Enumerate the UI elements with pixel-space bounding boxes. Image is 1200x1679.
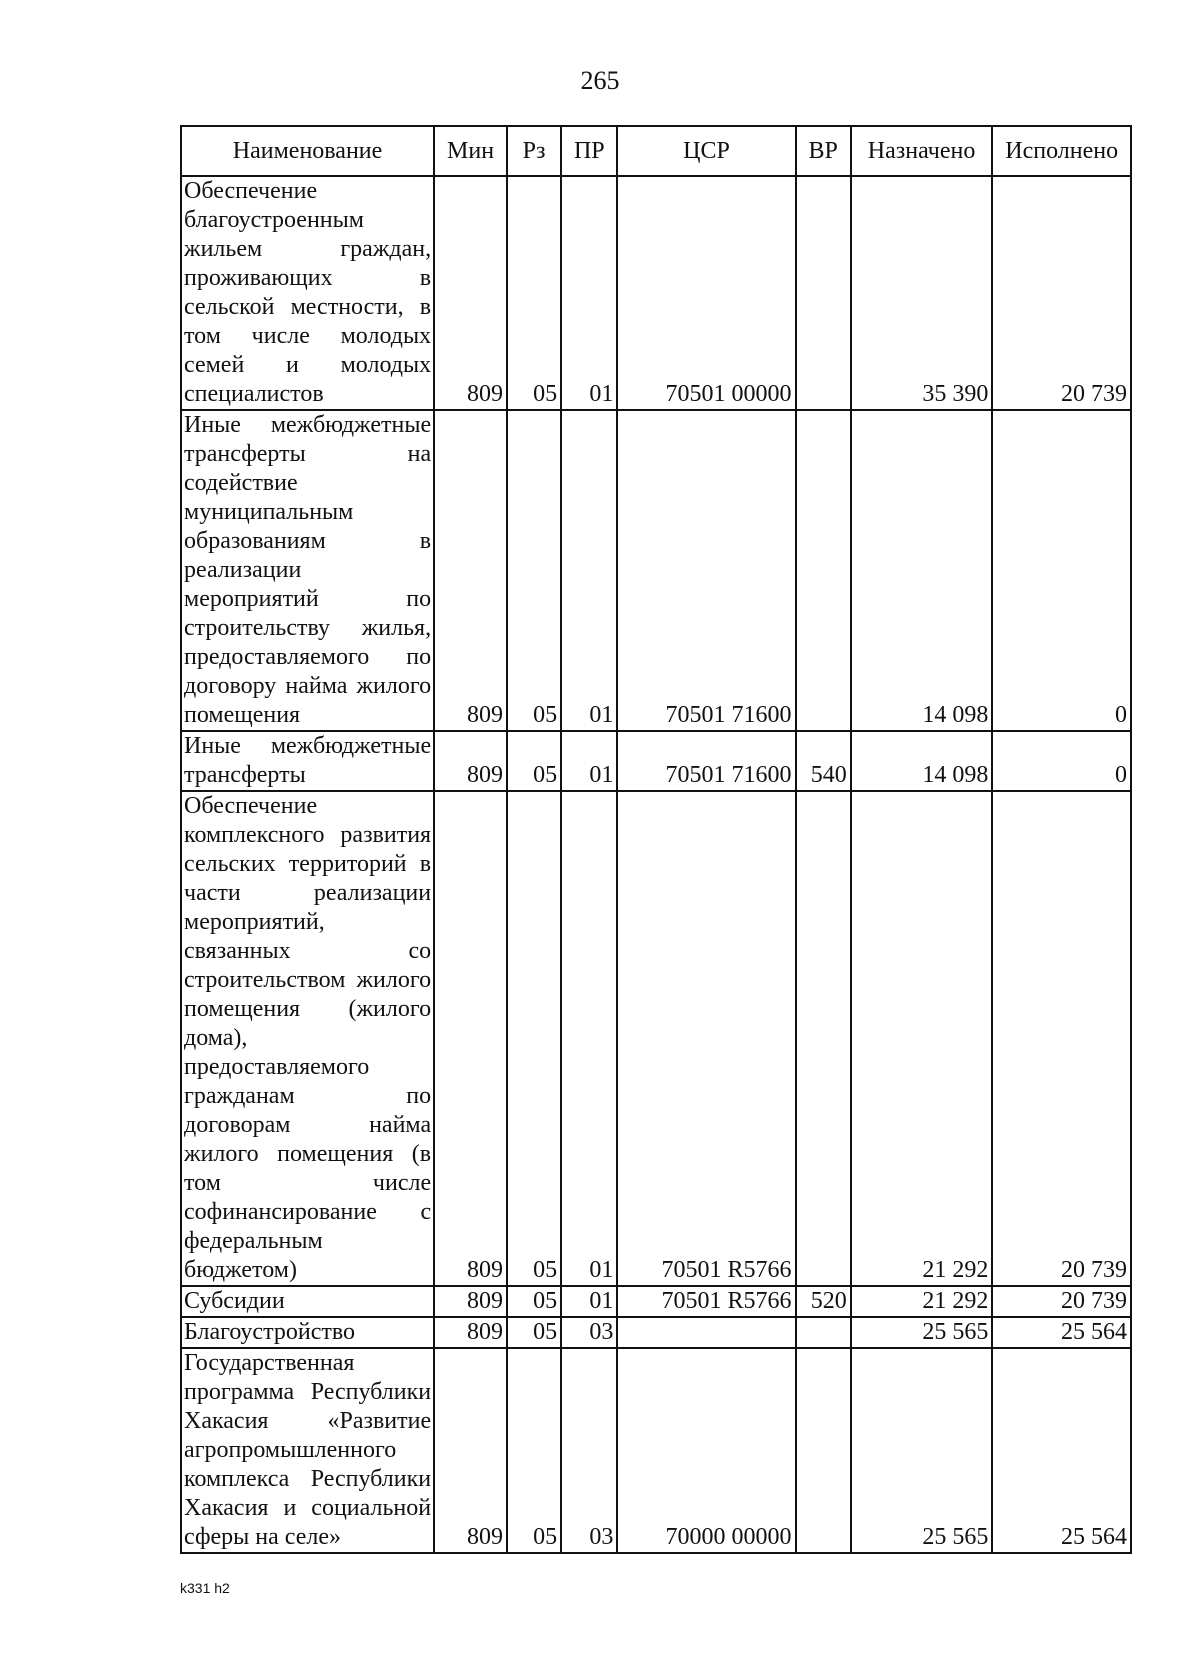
row-rz: 05 [507,791,561,1286]
row-executed: 20 739 [992,791,1131,1286]
row-pr: 01 [561,791,617,1286]
row-min: 809 [434,1286,507,1317]
row-rz: 05 [507,731,561,791]
row-assigned: 14 098 [851,731,993,791]
row-min: 809 [434,410,507,731]
row-name: Иные межбюджетные трансферты на содействие муниципальным образованиям в реализации мероприятий по строительству жилья, предоставляемого по договору найма жилого помещения [181,410,434,731]
col-header-name: Наименование [181,126,434,176]
row-executed: 0 [992,410,1131,731]
row-csr: 70501 71600 [617,731,795,791]
col-header-min: Мин [434,126,507,176]
row-vr [796,1317,851,1348]
row-vr [796,176,851,410]
col-header-vr: ВР [796,126,851,176]
row-assigned: 21 292 [851,791,993,1286]
row-csr: 70501 R5766 [617,791,795,1286]
table-row [181,731,1131,791]
row-assigned: 25 565 [851,1348,993,1553]
row-vr: 520 [796,1286,851,1317]
row-csr [617,1317,795,1348]
row-pr: 01 [561,1286,617,1317]
col-header-executed: Исполнено [992,126,1131,176]
row-executed: 0 [992,731,1131,791]
budget-table [180,125,1132,1554]
row-name: Иные межбюджетные трансферты [181,731,434,791]
footer-code: k331 h2 [180,1580,230,1596]
table-row [181,410,1131,731]
row-name: Благоустройство [181,1317,434,1348]
col-header-rz: Рз [507,126,561,176]
row-name: Субсидии [181,1286,434,1317]
row-vr [796,791,851,1286]
row-assigned: 25 565 [851,1317,993,1348]
row-rz: 05 [507,1348,561,1553]
row-csr: 70501 00000 [617,176,795,410]
row-min: 809 [434,791,507,1286]
row-min: 809 [434,1317,507,1348]
table-row [181,1286,1131,1317]
row-assigned: 21 292 [851,1286,993,1317]
table-row [181,1348,1131,1553]
row-pr: 03 [561,1348,617,1553]
row-executed: 25 564 [992,1348,1131,1553]
row-name: Государственная программа Республики Хакасия «Развитие агропромышленного комплекса Республики Хакасия и социальной сферы на селе» [181,1348,434,1553]
col-header-assigned: Назначено [851,126,993,176]
table-header-row [181,126,1131,176]
row-vr: 540 [796,731,851,791]
row-csr: 70501 71600 [617,410,795,731]
row-rz: 05 [507,1317,561,1348]
row-executed: 25 564 [992,1317,1131,1348]
row-vr [796,1348,851,1553]
row-pr: 01 [561,176,617,410]
row-name: Обеспечение благоустроенным жильем граждан, проживающих в сельской местности, в том числе молодых семей и молодых специалистов [181,176,434,410]
row-pr: 03 [561,1317,617,1348]
page-number: 265 [580,66,620,95]
row-rz: 05 [507,410,561,731]
table-row [181,176,1131,410]
row-executed: 20 739 [992,1286,1131,1317]
row-rz: 05 [507,1286,561,1317]
row-rz: 05 [507,176,561,410]
row-csr: 70000 00000 [617,1348,795,1553]
row-min: 809 [434,1348,507,1553]
table-row [181,791,1131,1286]
table-row [181,1317,1131,1348]
row-csr: 70501 R5766 [617,1286,795,1317]
row-name: Обеспечение комплексного развития сельских территорий в части реализации мероприятий, связанных со строительством жилого помещения (жилого дома), предоставляемого гражданам по договорам найма жилого помещения (в том числе софинансирование с федеральным бюджетом) [181,791,434,1286]
col-header-pr: ПР [561,126,617,176]
row-pr: 01 [561,410,617,731]
row-assigned: 35 390 [851,176,993,410]
col-header-csr: ЦСР [617,126,795,176]
row-min: 809 [434,731,507,791]
row-pr: 01 [561,731,617,791]
row-vr [796,410,851,731]
row-assigned: 14 098 [851,410,993,731]
row-min: 809 [434,176,507,410]
row-executed: 20 739 [992,176,1131,410]
